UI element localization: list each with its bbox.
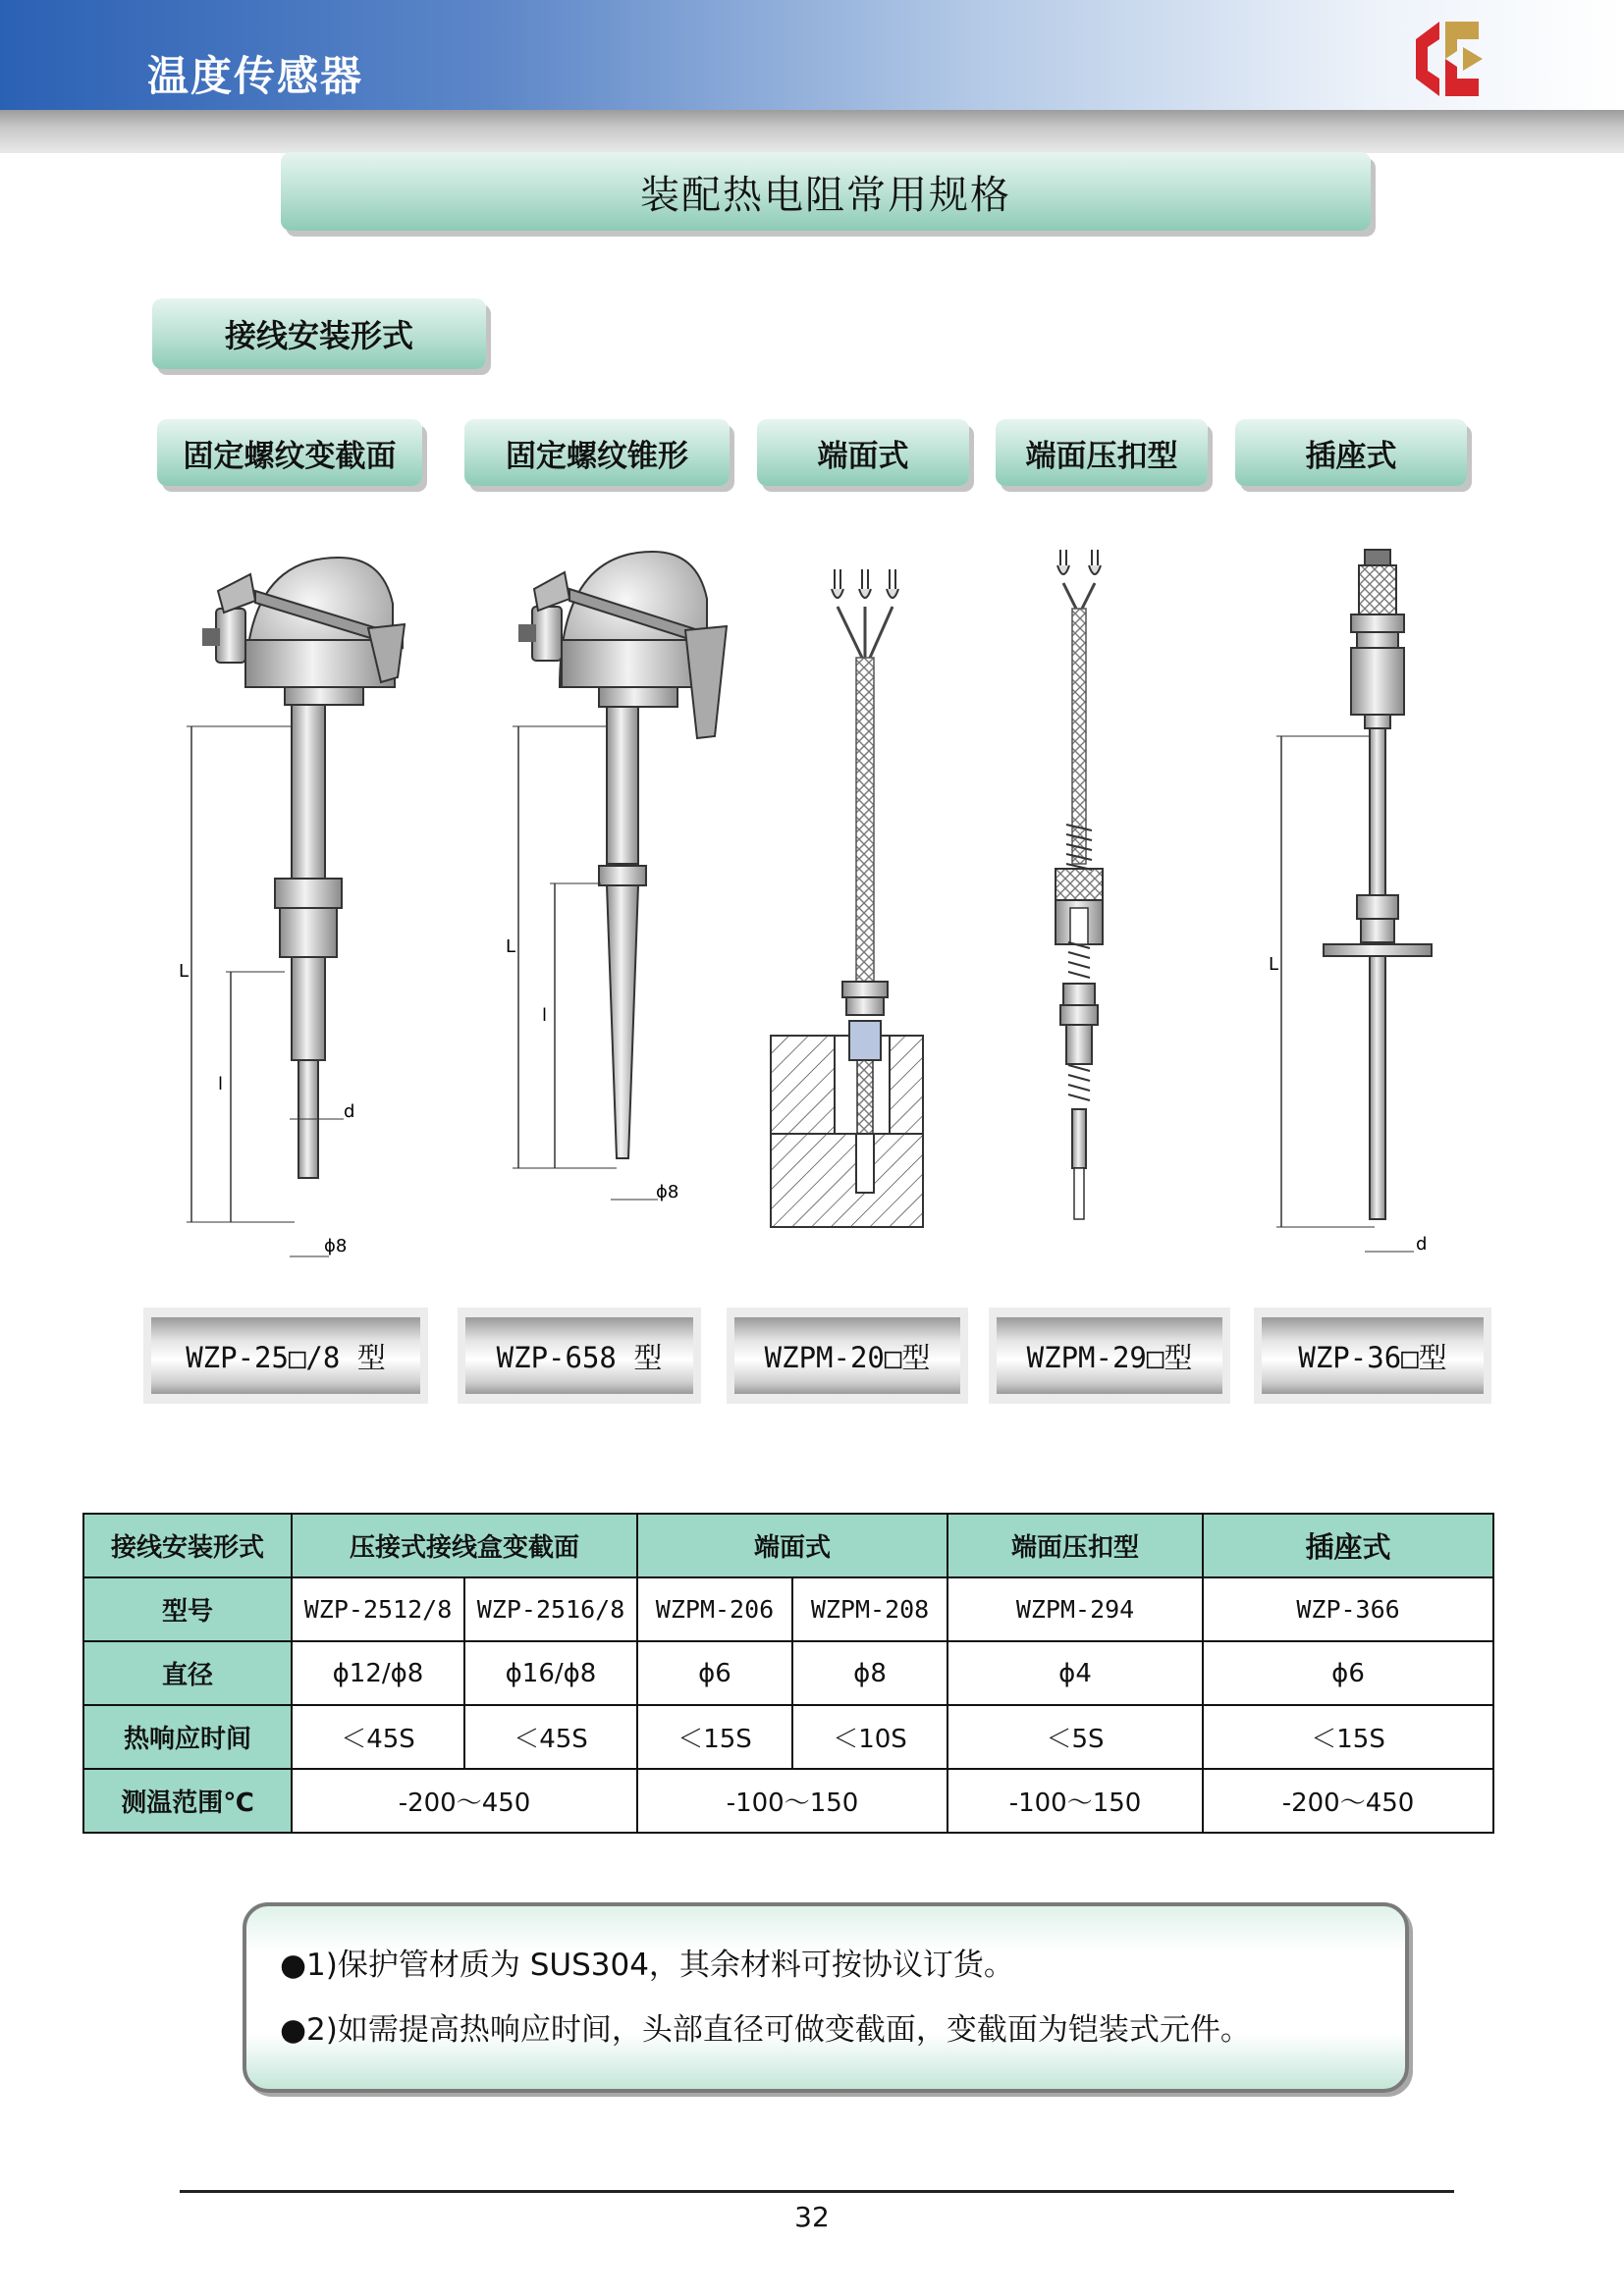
model-label-4: WZPM-29□型 (989, 1308, 1230, 1404)
table-cell: ϕ6 (1203, 1641, 1493, 1705)
dim-l-2: l (542, 1005, 548, 1026)
table-cell: -100～150 (947, 1769, 1203, 1833)
table-cell: ϕ16/ϕ8 (464, 1641, 637, 1705)
table-cell: WZPM-206 (637, 1577, 792, 1641)
table-cell: ＜5S (947, 1705, 1203, 1769)
table-cell: WZP-2516/8 (464, 1577, 637, 1641)
header-title: 温度传感器 (147, 52, 364, 100)
table-cell: WZPM-294 (947, 1577, 1203, 1641)
drawing-wzpm-20 (771, 569, 923, 1227)
table-row (83, 1769, 1493, 1833)
note-1: ●1)保护管材质为 SUS304，其余材料可按协议订货。 (280, 1948, 1014, 1983)
model-label-3: WZPM-20□型 (727, 1308, 968, 1404)
drawing-wzp-36 (1269, 550, 1432, 1255)
dim-phi-2: ϕ8 (656, 1182, 679, 1202)
table-header-cell: 接线安装形式 (83, 1514, 292, 1577)
table-cell: ＜45S (292, 1705, 464, 1769)
dim-d-1: d (344, 1101, 355, 1122)
main-title: 装配热电阻常用规格 (281, 152, 1371, 231)
drawing-wzpm-29 (1056, 550, 1103, 1219)
row-label: 测温范围℃ (83, 1769, 292, 1833)
table-cell: -100～150 (637, 1769, 947, 1833)
table-cell: WZPM-208 (792, 1577, 947, 1641)
dim-phi-1: ϕ8 (324, 1236, 348, 1256)
category-label-3: 端面式 (757, 419, 969, 486)
model-label-1: WZP-25□/8 型 (143, 1308, 428, 1404)
category-label-2: 固定螺纹锥形 (464, 419, 730, 486)
header-shadow-bar (0, 110, 1624, 153)
table-cell: -200～450 (1203, 1769, 1493, 1833)
table-cell: ＜10S (792, 1705, 947, 1769)
table-cell: ϕ12/ϕ8 (292, 1641, 464, 1705)
dim-L-5: L (1269, 954, 1279, 975)
dim-L-2: L (506, 936, 516, 957)
table-cell: ＜45S (464, 1705, 637, 1769)
notes-box (243, 1902, 1409, 2093)
category-label-1: 固定螺纹变截面 (157, 419, 422, 486)
table-header-cell: 端面压扣型 (947, 1514, 1203, 1577)
category-label-5: 插座式 (1235, 419, 1467, 486)
table-cell: WZP-366 (1203, 1577, 1493, 1641)
table-header-row (83, 1514, 1493, 1577)
product-drawings (147, 530, 1502, 1276)
dim-l-1: l (218, 1074, 224, 1095)
note-2: ●2)如需提高热响应时间，头部直径可做变截面，变截面为铠装式元件。 (280, 2012, 1251, 2048)
dim-L-1: L (179, 961, 189, 982)
table-header-cell: 压接式接线盒变截面 (292, 1514, 637, 1577)
model-label-5: WZP-36□型 (1254, 1308, 1491, 1404)
dim-d-5: d (1416, 1234, 1428, 1255)
page-number: 32 (794, 2201, 830, 2233)
table-cell: ϕ6 (637, 1641, 792, 1705)
table-cell: ϕ4 (947, 1641, 1203, 1705)
table-row (83, 1641, 1493, 1705)
company-logo-icon (1406, 18, 1489, 100)
drawing-wzp-658 (506, 552, 727, 1202)
footer-rule (180, 2190, 1454, 2193)
spec-table (82, 1513, 1494, 1834)
drawing-wzp-25 (179, 558, 405, 1256)
table-row (83, 1577, 1493, 1641)
row-label: 型号 (83, 1577, 292, 1641)
category-label-4: 端面压扣型 (996, 419, 1208, 486)
row-label: 热响应时间 (83, 1705, 292, 1769)
table-cell: ＜15S (637, 1705, 792, 1769)
table-cell: -200～450 (292, 1769, 637, 1833)
table-header-cell: 插座式 (1203, 1514, 1493, 1577)
table-header-cell: 端面式 (637, 1514, 947, 1577)
table-cell: WZP-2512/8 (292, 1577, 464, 1641)
row-label: 直径 (83, 1641, 292, 1705)
model-label-2: WZP-658 型 (458, 1308, 701, 1404)
table-cell: ϕ8 (792, 1641, 947, 1705)
table-cell: ＜15S (1203, 1705, 1493, 1769)
table-row (83, 1705, 1493, 1769)
section-title: 接线安装形式 (152, 298, 486, 369)
